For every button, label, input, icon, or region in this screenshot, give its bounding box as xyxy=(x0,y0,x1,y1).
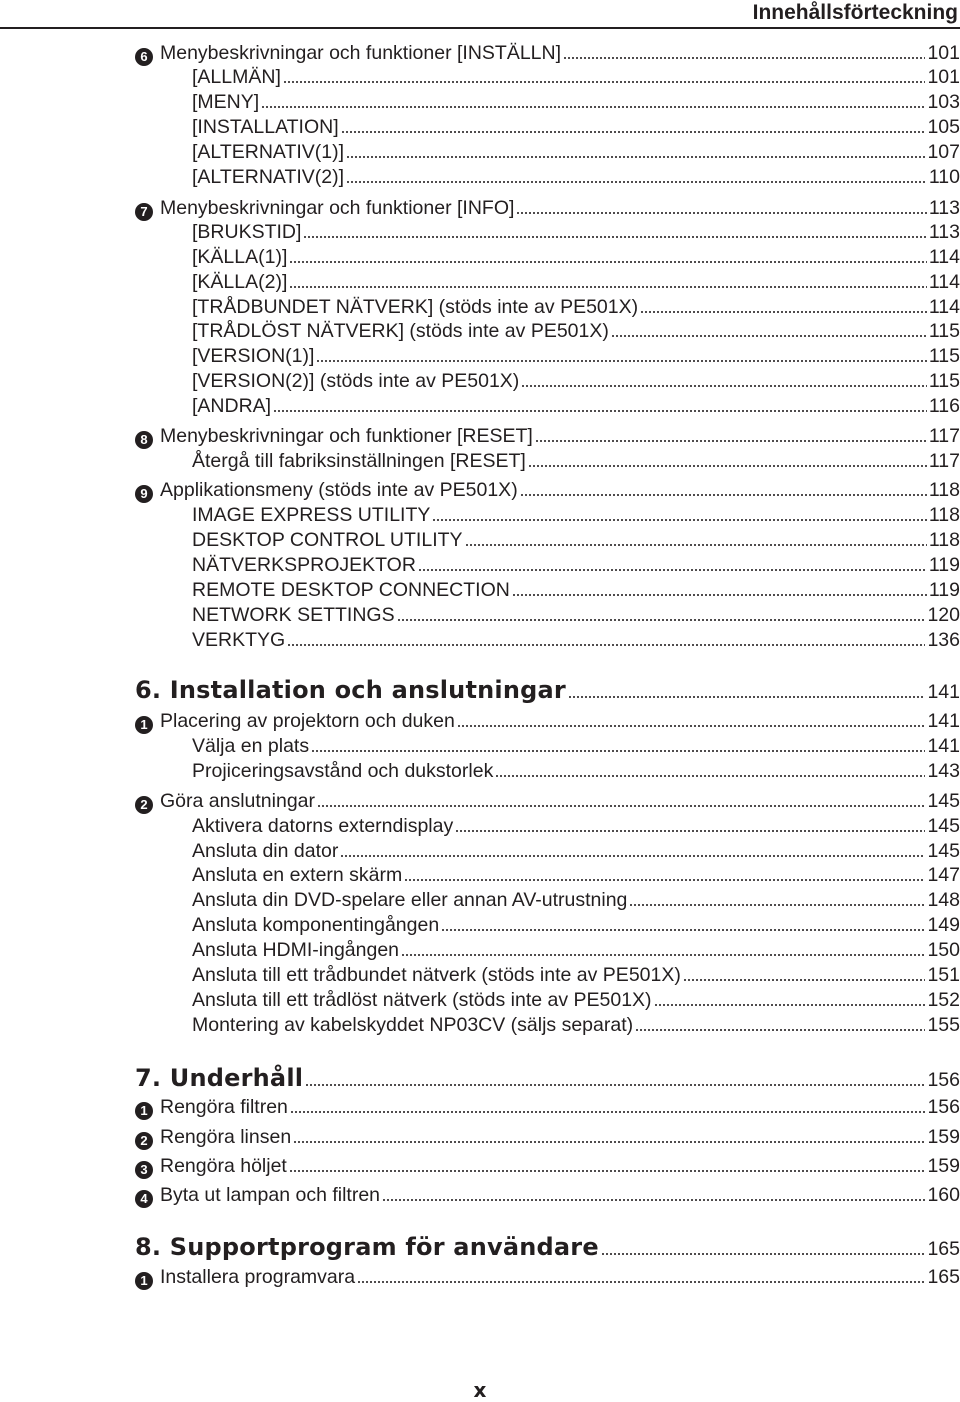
dot-leader xyxy=(404,879,925,881)
section-number-badge: 3 xyxy=(135,1161,153,1179)
toc-label: [KÄLLA(1)] xyxy=(192,246,288,268)
toc-item[interactable] xyxy=(0,219,960,245)
toc-item[interactable] xyxy=(0,813,960,839)
toc-label: Rengöra filtren xyxy=(160,1096,288,1118)
toc-section[interactable] xyxy=(0,1264,960,1290)
toc-item[interactable] xyxy=(0,448,960,474)
dot-leader xyxy=(346,181,927,183)
toc-item[interactable] xyxy=(0,962,960,988)
toc-section[interactable] xyxy=(0,1182,960,1208)
toc-item[interactable] xyxy=(0,1012,960,1038)
toc-label: 6. Installation och anslutningar xyxy=(135,676,566,704)
toc-chapter[interactable] xyxy=(0,677,960,703)
toc-section[interactable] xyxy=(0,195,960,221)
toc-page-number: 151 xyxy=(927,964,960,986)
header-title: Innehållsförteckning xyxy=(752,1,958,24)
dot-leader xyxy=(397,619,926,621)
section-number-badge: 6 xyxy=(135,48,153,66)
toc-page-number: 147 xyxy=(927,864,960,886)
toc-page-number: 101 xyxy=(927,42,960,64)
dot-leader xyxy=(289,286,927,288)
section-number-badge: 1 xyxy=(135,1272,153,1290)
toc-label: Applikationsmeny (stöds inte av PE501X) xyxy=(160,479,518,501)
toc-page-number: 145 xyxy=(927,815,960,837)
toc-page-number: 101 xyxy=(927,66,960,88)
toc-label: VERKTYG xyxy=(192,629,286,651)
toc-item[interactable] xyxy=(0,294,960,320)
toc-item[interactable] xyxy=(0,912,960,938)
toc-label: DESKTOP CONTROL UTILITY xyxy=(192,529,463,551)
toc-page-number: 136 xyxy=(927,629,960,651)
toc-page-number: 103 xyxy=(927,91,960,113)
toc-label: Ansluta HDMI-ingången xyxy=(192,939,400,961)
dot-leader xyxy=(418,569,927,571)
toc-label: Ansluta till ett trådbundet nätverk (stöds inte av PE501X) xyxy=(192,964,681,986)
toc-section[interactable] xyxy=(0,1124,960,1150)
toc-item[interactable] xyxy=(0,89,960,115)
toc-item[interactable] xyxy=(0,269,960,295)
toc-label: Placering av projektorn och duken xyxy=(160,710,455,732)
toc-page-number: 141 xyxy=(927,681,960,703)
toc-label: Installera programvara xyxy=(160,1266,356,1288)
dot-leader xyxy=(455,830,925,832)
toc-page-number: 118 xyxy=(928,479,960,501)
toc-item[interactable] xyxy=(0,527,960,553)
toc-chapter[interactable] xyxy=(0,1065,960,1091)
page-header xyxy=(0,0,960,30)
toc-page-number: 113 xyxy=(928,221,960,243)
toc-label: NETWORK SETTINGS xyxy=(192,604,395,626)
toc-item[interactable] xyxy=(0,733,960,759)
toc-label: Välja en plats xyxy=(192,735,310,757)
dot-leader xyxy=(401,954,925,956)
toc-item[interactable] xyxy=(0,502,960,528)
dot-leader xyxy=(441,929,925,931)
dot-leader xyxy=(635,1029,925,1031)
dot-leader xyxy=(520,494,927,496)
toc-page-number: 110 xyxy=(928,166,960,188)
dot-leader xyxy=(290,1111,926,1113)
toc-label: [INSTALLATION] xyxy=(192,116,339,138)
toc-item[interactable] xyxy=(0,114,960,140)
toc-label: 7. Underhåll xyxy=(135,1064,304,1092)
toc-label: [ANDRA] xyxy=(192,395,272,417)
toc-item[interactable] xyxy=(0,758,960,784)
dot-leader xyxy=(316,360,926,362)
toc-page-number: 141 xyxy=(927,735,960,757)
section-number-badge: 9 xyxy=(135,485,153,503)
toc-label: Byta ut lampan och filtren xyxy=(160,1184,381,1206)
dot-leader xyxy=(317,805,925,807)
dot-leader xyxy=(382,1199,925,1201)
dot-leader xyxy=(303,236,926,238)
dot-leader xyxy=(568,696,926,698)
toc-page-number: 145 xyxy=(927,790,960,812)
toc-label: IMAGE EXPRESS UTILITY xyxy=(192,504,431,526)
toc-page-number: 159 xyxy=(927,1126,960,1148)
dot-leader xyxy=(311,750,925,752)
toc-page-number: 115 xyxy=(928,320,960,342)
toc-page-number: 116 xyxy=(928,395,960,417)
toc-page-number: 117 xyxy=(928,450,960,472)
toc-page-number: 152 xyxy=(927,989,960,1011)
toc-item[interactable] xyxy=(0,393,960,419)
toc-page-number: 114 xyxy=(928,271,960,293)
toc-item[interactable] xyxy=(0,64,960,90)
toc-item[interactable] xyxy=(0,862,960,888)
dot-leader xyxy=(341,131,926,133)
section-number-badge: 4 xyxy=(135,1190,153,1208)
section-number-badge: 1 xyxy=(135,1102,153,1120)
toc-page-number: 113 xyxy=(928,197,960,219)
dot-leader xyxy=(283,81,926,83)
toc-section[interactable] xyxy=(0,477,960,503)
page-number: x xyxy=(473,1378,487,1402)
toc-label: Ansluta din DVD-spelare eller annan AV-utrustning xyxy=(192,889,628,911)
dot-leader xyxy=(535,440,927,442)
dot-leader xyxy=(611,335,927,337)
dot-leader xyxy=(640,311,927,313)
section-number-badge: 8 xyxy=(135,431,153,449)
toc-label: Rengöra linsen xyxy=(160,1126,292,1148)
toc-label: Menybeskrivningar och funktioner [RESET] xyxy=(160,425,533,447)
toc-label: Menybeskrivningar och funktioner [INSTÄLLN] xyxy=(160,42,562,64)
toc-label: [ALTERNATIV(1)] xyxy=(192,141,345,163)
header-rule xyxy=(0,27,960,29)
toc-page-number: 114 xyxy=(928,246,960,268)
toc-chapter[interactable] xyxy=(0,1234,960,1260)
dot-leader xyxy=(465,544,927,546)
toc-label: Menybeskrivningar och funktioner [INFO] xyxy=(160,197,515,219)
toc-page-number: 143 xyxy=(927,760,960,782)
toc-section[interactable] xyxy=(0,40,960,66)
dot-leader xyxy=(512,594,927,596)
dot-leader xyxy=(654,1004,926,1006)
toc-page-number: 148 xyxy=(927,889,960,911)
toc-label: [TRÅDLÖST NÄTVERK] (stöds inte av PE501X) xyxy=(192,320,609,342)
dot-leader xyxy=(346,156,925,158)
section-number-badge: 2 xyxy=(135,796,153,814)
toc-section[interactable] xyxy=(0,1094,960,1120)
toc-page-number: 115 xyxy=(928,345,960,367)
dot-leader xyxy=(432,519,927,521)
toc-item[interactable] xyxy=(0,139,960,165)
dot-leader xyxy=(629,904,925,906)
toc-label: NÄTVERKSPROJEKTOR xyxy=(192,554,416,576)
toc-label: REMOTE DESKTOP CONNECTION xyxy=(192,579,510,601)
toc-label: Återgå till fabriksinställningen [RESET] xyxy=(192,450,526,472)
toc-label: [ALLMÄN] xyxy=(192,66,281,88)
dot-leader xyxy=(521,385,927,387)
toc-section[interactable] xyxy=(0,708,960,734)
dot-leader xyxy=(516,212,927,214)
toc-item[interactable] xyxy=(0,987,960,1013)
toc-page-number: 118 xyxy=(928,504,960,526)
toc-label: Göra anslutningar xyxy=(160,790,316,812)
toc-item[interactable] xyxy=(0,838,960,864)
toc-item[interactable] xyxy=(0,937,960,963)
toc-label: [KÄLLA(2)] xyxy=(192,271,288,293)
toc-item[interactable] xyxy=(0,577,960,603)
toc-label: [MENY] xyxy=(192,91,260,113)
toc-label: Ansluta till ett trådlöst nätverk (stöds inte av PE501X) xyxy=(192,989,652,1011)
toc-section[interactable] xyxy=(0,788,960,814)
toc-item[interactable] xyxy=(0,602,960,628)
dot-leader xyxy=(457,725,926,727)
dot-leader xyxy=(305,1084,925,1086)
toc-label: Ansluta din dator xyxy=(192,840,339,862)
toc-page-number: 114 xyxy=(928,296,960,318)
section-number-badge: 1 xyxy=(135,716,153,734)
toc-item[interactable] xyxy=(0,552,960,578)
toc-label: 8. Supportprogram för användare xyxy=(135,1233,599,1261)
toc-item[interactable] xyxy=(0,368,960,394)
dot-leader xyxy=(357,1281,925,1283)
toc-page-number: 105 xyxy=(927,116,960,138)
toc-page-number: 118 xyxy=(928,529,960,551)
toc-page-number: 159 xyxy=(927,1155,960,1177)
toc-page-number: 117 xyxy=(928,425,960,447)
toc-label: Projiceringsavstånd och dukstorlek xyxy=(192,760,494,782)
toc-page-number: 150 xyxy=(927,939,960,961)
toc-page-number: 145 xyxy=(927,840,960,862)
toc-page-number: 165 xyxy=(927,1266,960,1288)
toc-item[interactable] xyxy=(0,164,960,190)
section-number-badge: 2 xyxy=(135,1132,153,1150)
toc-page-number: 141 xyxy=(927,710,960,732)
toc-label: [BRUKSTID] xyxy=(192,221,302,243)
toc-section[interactable] xyxy=(0,1153,960,1179)
toc-item[interactable] xyxy=(0,887,960,913)
toc-page-number: 119 xyxy=(928,554,960,576)
toc-page-number: 115 xyxy=(928,370,960,392)
dot-leader xyxy=(528,465,927,467)
toc-page-number: 156 xyxy=(927,1069,960,1091)
toc-label: Ansluta komponentingången xyxy=(192,914,440,936)
dot-leader xyxy=(683,979,926,981)
toc-page-number: 156 xyxy=(927,1096,960,1118)
toc-page-number: 119 xyxy=(928,579,960,601)
toc-label: Ansluta en extern skärm xyxy=(192,864,403,886)
toc-item[interactable] xyxy=(0,244,960,270)
toc-page-number: 120 xyxy=(927,604,960,626)
toc-page-number: 107 xyxy=(927,141,960,163)
toc-item[interactable] xyxy=(0,343,960,369)
dot-leader xyxy=(287,644,925,646)
dot-leader xyxy=(261,106,925,108)
toc-label: [VERSION(1)] xyxy=(192,345,315,367)
toc-page-number: 149 xyxy=(927,914,960,936)
toc-item[interactable] xyxy=(0,318,960,344)
toc-label: [ALTERNATIV(2)] xyxy=(192,166,345,188)
toc-label: [TRÅDBUNDET NÄTVERK] (stöds inte av PE501X) xyxy=(192,296,639,318)
dot-leader xyxy=(340,855,925,857)
toc-label: [VERSION(2)] (stöds inte av PE501X) xyxy=(192,370,520,392)
section-number-badge: 7 xyxy=(135,203,153,221)
toc-page-number: 155 xyxy=(927,1014,960,1036)
dot-leader xyxy=(563,57,925,59)
toc-page-number: 160 xyxy=(927,1184,960,1206)
dot-leader xyxy=(289,261,927,263)
dot-leader xyxy=(289,1170,926,1172)
dot-leader xyxy=(293,1141,925,1143)
dot-leader xyxy=(495,775,925,777)
toc-label: Rengöra höljet xyxy=(160,1155,287,1177)
toc-item[interactable] xyxy=(0,627,960,653)
dot-leader xyxy=(601,1253,926,1255)
toc-label: Aktivera datorns externdisplay xyxy=(192,815,454,837)
toc-page-number: 165 xyxy=(927,1238,960,1260)
toc-section[interactable] xyxy=(0,423,960,449)
toc-label: Montering av kabelskyddet NP03CV (säljs separat) xyxy=(192,1014,634,1036)
dot-leader xyxy=(273,410,927,412)
